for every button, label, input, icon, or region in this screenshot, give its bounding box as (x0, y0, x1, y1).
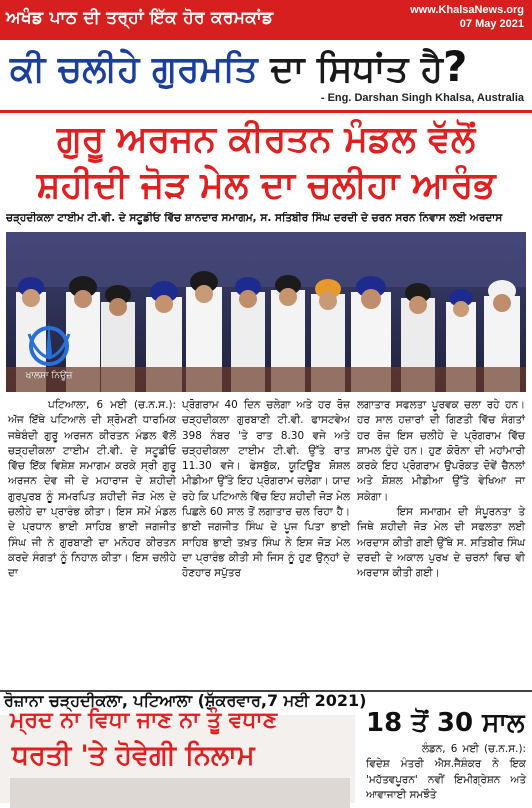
khanda-icon (14, 314, 84, 384)
photo-illustration (6, 232, 526, 392)
headline-line-1: ਗੁਰੂ ਅਰਜਨ ਕੀਰਤਨ ਮੰਡਲ ਵੱਲੋਂ (56, 119, 476, 160)
question-mark: ? (443, 42, 468, 91)
next-article-photo (10, 778, 350, 808)
article-text-col3a: ਲਗਾਤਾਰ ਸਫਲਤਾ ਪੂਰਵਕ ਚਲਾ ਰਹੇ ਹਨ। ਹਰ ਸਾਲ ਹਜ਼ਾਰਾਂ ਦੀ ਗਿਣਤੀ ਵਿੱਚ ਸੰਗਤਾਂ ਹਰ ਰੋਜ਼ ਇਸ ਚਲੀਹੇ ਦੇ ਪ੍ਰੋਗਰਾਮ ਵਿੱਚ ਸ਼ਾਮਲ ਹੁੰਦੇ ਹਨ। ਹੁਣ ਕੋਰੋਨਾ ਦੀ ਮਹਾਂਮਾਰੀ ਕਰਕੇ ਇਹ ਪ੍ਰੋਗਰਾਮ ਉਪਰੋਕਤ ਦੋਵੇਂ ਚੈਨਲਾਂ ਅਤੇ ਸ਼ੋਸ਼ਲ ਮੀਡੀਆ ਉੱਤੇ ਵੇਖਿਆ ਜਾ ਸਕੇਗਾ। (357, 399, 525, 503)
article-text-col2: ਪ੍ਰੋਗਰਾਮ 40 ਦਿਨ ਚਲੇਗਾ ਅਤੇ ਹਰ ਰੋਜ਼ ਚੜ੍ਹਦੀਕਲਾ ਗੁਰਬਾਣੀ ਟੀ.ਵੀ. ਫਾਸਟਵੇਅ 398 ਨੰਬਰ 'ਤੇ ਰਾਤ 8.30 ਵਜੇ ਅਤੇ ਚੜ੍ਹਦੀਕਲਾ ਟਾਈਮ ਟੀ.ਵੀ. ਉੱਤੇ ਰਾਤ 11.30 ਵਜੇ। ਫੇਸਬੁੱਕ, ਯੂਟਿਊਬ ਸ਼ੋਸ਼ਲ ਮੀਡੀਆ ਉੱਤੇ ਇਹ ਪ੍ਰੋਗਰਾਮ ਚਲੇਗਾ। ਯਾਦ ਰਹੇ ਕਿ ਪਟਿਆਲੇ ਵਿੱਚ ਇਹ ਸ਼ਹੀਦੀ ਜੋੜ ਮੇਲ ਪਿਛਲੇ 60 ਸਾਲ ਤੋਂ ਲਗਾਤਾਰ ਚਲ ਰਿਹਾ ਹੈ। ਭਾਈ ਜਗਜੀਤ ਸਿੰਘ ਦੇ ਪੂਜ ਪਿਤਾ ਭਾਈ ਸਾਹਿਬ ਭਾਈ ਤਖ਼ਤ ਸਿੰਘ ਨੇ ਇਸ ਜੋੜ ਮੇਲ ਦਾ ਪ੍ਰਾਰੰਭ ਕੀਤੀ ਸੀ ਜਿਸ ਨੂੰ ਹੁਣ ਉਨ੍ਹਾਂ ਦੇ ਹੋਣਹਾਰ ਸਪੁੱਤਰ (182, 399, 350, 580)
site-url[interactable]: www.KhalsaNews.org (410, 4, 524, 16)
question-part-1: ਕੀ ਚਲੀਹੇ (10, 49, 140, 90)
author-byline: - Eng. Darshan Singh Khalsa, Australia (320, 92, 524, 104)
article-text-col1: ਪਟਿਆਲਾ, 6 ਮਈ (ਚ.ਨ.ਸ.): ਅੱਜ ਇੱਥੇ ਪਟਿਆਲੇ ਦੀ ਸ਼੍ਰੋਮਣੀ ਧਾਰਮਿਕ ਜਥੇਬੰਦੀ ਗੁਰੂ ਅਰਜਨ ਕੀਰਤਨ ਮੰਡਲ ਵੱਲੋਂ ਚੜ੍ਹਦੀਕਲਾ ਟਾਈਮ ਟੀ.ਵੀ. ਦੇ ਸਟੂਡੀਓ ਵਿੱਚ ਇੱਕ ਵਿਸ਼ੇਸ਼ ਸਮਾਗਮ ਕਰਕੇ ਸ੍ਰੀ ਗੁਰੂ ਅਰਜਨ ਦੇਵ ਜੀ ਦੇ ਮਹਾਰਾਜ ਦੇ ਸ਼ਹੀਦੀ ਗੁਰਪੁਰਬ ਨੂੰ ਸਮਰਪਿਤ ਸ਼ਹੀਦੀ ਜੋੜ ਮੇਲ ਦੇ ਚਲੀਹੇ ਦਾ ਪ੍ਰਾਰੰਭ ਕੀਤਾ। ਇਸ ਸਮੇਂ ਮੰਡਲ ਦੇ ਪ੍ਰਧਾਨ ਭਾਈ ਸਾਹਿਬ ਭਾਈ ਜਗਜੀਤ ਸਿੰਘ ਜੀ ਨੇ ਗੁਰਬਾਣੀ ਦਾ ਮਨੋਹਰ ਕੀਰਤਨ ਕਰਦੇ ਸੰਗਤਾਂ ਨੂੰ ਨਿਹਾਲ ਕੀਤਾ। ਇਸ ਚਲੀਹੇ ਦਾ (8, 399, 176, 580)
site-date: 07 May 2021 (459, 18, 524, 30)
next-headline-partial: ਮ੍ਰਦ ਨਾ ਵਿਧਾ ਜਾਣ ਨਾ ਤੂੰ ਵਧਾਣ (10, 708, 278, 733)
side-article-text (366, 742, 526, 803)
question-part-2: ਗੁਰਮਤਿ (152, 49, 258, 90)
side-article-body: ਲੰਡਨ, 6 ਮਈ (ਚ.ਨ.ਸ.): ਵਿਦੇਸ਼ ਮੰਤਰੀ ਐਸ.ਜੈਸ਼ੰਕਰ ਨੇ ਇਕ 'ਮਹੱਤਵਪੂਰਨ' ਨਵੀਂ ਇਮੀਗ੍ਰੇਸ਼ਨ ਅਤੇ ਆਵਾਜਾਈ ਸਮਝੌਤੇ (366, 743, 526, 801)
question-headline (10, 44, 525, 93)
question-part-3: ਦਾ ਸਿਧਾਂਤ ਹੈ (270, 49, 444, 90)
banner-title: ਅਖੰਡ ਪਾਠ ਦੀ ਤਰ੍ਹਾਂ ਇੱਕ ਹੋਰ ਕਰਮਕਾਂਡ (6, 8, 274, 28)
newspaper-source: ਰੋਜ਼ਾਨਾ ਚੜ੍ਹਦੀਕਲਾ, ਪਟਿਆਲਾ (ਸ਼ੁੱਕਰਵਾਰ,7 ਮਈ 2021) (4, 691, 367, 710)
article-column-3 (357, 398, 525, 582)
headline-line-2: ਸ਼ਹੀਦੀ ਜੋੜ ਮੇਲ ਦਾ ਚਲੀਹਾ ਆਰੰਭ (36, 165, 496, 206)
subheadline: ਚੜ੍ਹਦੀਕਲਾ ਟਾਈਮ ਟੀ.ਵੀ. ਦੇ ਸਟੂਡੀਓ ਵਿੱਚ ਸ਼ਾਨਦਾਰ ਸਮਾਗਮ, ਸ. ਸਤਿਬੀਰ ਸਿੰਘ ਦਰਦੀ ਦੇ ਚਰਨ ਸਰਨ ਨਿਵਾਸ ਲਈ ਅਰਦਾਸ (6, 212, 503, 224)
event-photo (6, 232, 526, 392)
site-info (410, 3, 524, 31)
article-column-1 (8, 398, 176, 582)
article-column-2 (182, 398, 350, 582)
article-text-col3b: ਇਸ ਸਮਾਗਮ ਦੀ ਸੰਪੂਰਨਤਾ ਤੇ ਜਿਥੇ ਸ਼ਹੀਦੀ ਜੋੜ ਮੇਲ ਦੀ ਸਫਲਤਾ ਲਈ ਅਰਦਾਸ ਕੀਤੀ ਗਈ ਉੱਥੇ ਸ. ਸਤਿਬੀਰ ਸਿੰਘ ਦਰਦੀ ਦੇ ਅਕਾਲ ਪੁਰਖ ਦੇ ਚਰਨਾਂ ਵਿਚ ਵੀ ਅਰਦਾਸ ਕੀਤੀ ਗਈ। (357, 506, 525, 580)
side-headline: 18 ਤੋਂ 30 ਸਾਲ (366, 708, 525, 738)
divider-rule (0, 110, 532, 113)
logo-text: ਖਾਲਸਾ ਨਿਊਜ਼ (25, 371, 73, 381)
khalsa-news-logo (14, 314, 84, 384)
next-headline: ਧਰਤੀ 'ਤੇ ਹੋਵੇਗੀ ਨਿਲਾਮ (12, 740, 255, 771)
